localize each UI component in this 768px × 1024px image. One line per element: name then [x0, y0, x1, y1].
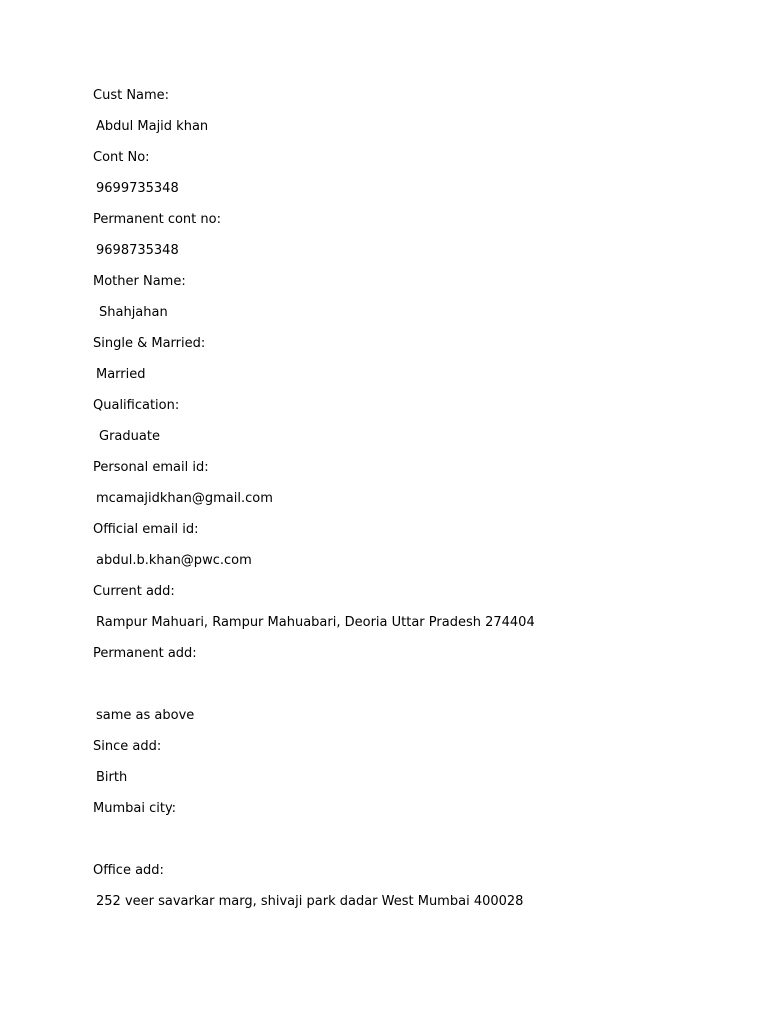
- office-address-label: Office add:: [93, 863, 164, 878]
- form-content: [93, 86, 733, 923]
- official-email-value: abdul.b.khan@pwc.com: [96, 553, 252, 568]
- office-address-value: 252 veer savarkar marg, shivaji park dadar West Mumbai 400028: [96, 894, 524, 909]
- cont-no-label: Cont No:: [93, 150, 150, 165]
- marital-status-value: Married: [96, 367, 146, 382]
- cont-no-value: 9699735348: [96, 181, 179, 196]
- personal-email-label: Personal email id:: [93, 460, 209, 475]
- permanent-cont-label: Permanent cont no:: [93, 212, 221, 227]
- blank-line: [93, 830, 733, 861]
- permanent-address-label: Permanent add:: [93, 646, 197, 661]
- since-address-value: Birth: [96, 770, 128, 785]
- permanent-address-value: same as above: [96, 708, 195, 723]
- qualification-label: Qualification:: [93, 398, 180, 413]
- blank-line: [93, 675, 733, 706]
- since-address-label: Since add:: [93, 739, 162, 754]
- current-address-value: Rampur Mahuari, Rampur Mahuabari, Deoria Uttar Pradesh 274404: [96, 615, 535, 630]
- qualification-value: Graduate: [99, 429, 160, 444]
- cust-name-label: Cust Name:: [93, 88, 170, 103]
- personal-email-value: mcamajidkhan@gmail.com: [96, 491, 273, 506]
- marital-status-label: Single & Married:: [93, 336, 206, 351]
- mumbai-city-label: Mumbai city:: [93, 801, 177, 816]
- current-address-label: Current add:: [93, 584, 175, 599]
- cust-name-value: Abdul Majid khan: [96, 119, 209, 134]
- mother-name-value: Shahjahan: [99, 305, 168, 320]
- official-email-label: Official email id:: [93, 522, 199, 537]
- permanent-cont-value: 9698735348: [96, 243, 179, 258]
- mother-name-label: Mother Name:: [93, 274, 186, 289]
